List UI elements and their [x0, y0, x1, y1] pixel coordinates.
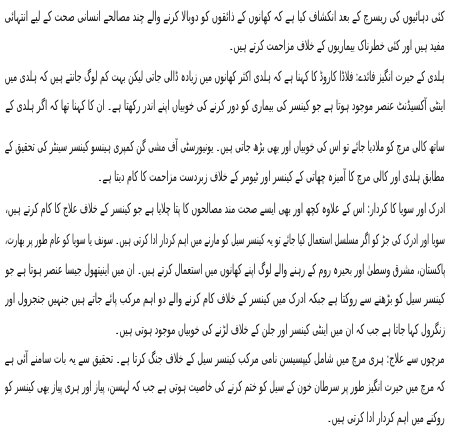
text-line	[5, 196, 445, 222]
line-text: مرچوں سے علاج: ہری مرچ میں شامل کیپسیسن نامی مرکب کینسر سیل کے خلاف جنگ کرتا ہے۔ تحقیق سے یہ بات سامنے آئی ہے	[5, 351, 445, 367]
line-text: زنگرول کہا جاتا ہے جب کہ ان میں اینٹی کینسر اور جلن کے خلاف لڑنے کی خوبیاں موجود ہوتی ہیں۔	[114, 322, 445, 338]
text-line	[5, 346, 445, 372]
text-line	[5, 374, 445, 400]
line-text: سویا اور ادرک کی جڑ کو اگر مسلسل استعمال کیا جائے تو یہ کینسر سیل کو مارنے میں اہم کردار ادا کرتی ہیں۔ سونف یا سویا کو عام طور پر بھارت،	[5, 232, 445, 248]
line-text: کہ مرچ میں حیرت انگیز طور پر سرطان خون کے سیل کو ختم کرنے کی خاصیت ہوتی ہے جب کہ لہسن، پیاز اور ہری پیاز بھی کینسر کو	[5, 379, 445, 395]
line-text: کئی دہائیوں کی ریسرچ کے بعد انکشاف کیا ہے کہ کھانوں کے ذائقوں کو دوبالا کرنے والے چند مصالحے انسانی صحت کے لیے انتہائی	[5, 9, 445, 25]
line-text: ساتھ کالی مرچ کو ملادیا جائے تو اس کی خوبیاں اور بھی بڑھ جاتی ہیں۔ یونیورسٹی آف مشی گن کمپری ہینسو کینسر سینٹر کی تحقیق کے	[5, 139, 445, 155]
line-text: ادرک اور سویا کا کردار: اس کے علاوہ کچھ اور بھی ایسے صحت مند مصالحوں کا پتا چلایا ہے جو کینسر کے خلاف علاج کا کام کرتے ہیں،	[5, 201, 445, 217]
text-line	[5, 64, 445, 90]
text-line	[5, 286, 445, 312]
line-text: روکنے میں اہم کردار ادا کرتی ہیں۔	[327, 410, 445, 426]
line-text: پاکستان، مشرق وسطیٰ اور بحیرہ روم کے رہنے والے لوگ اپنے کھانوں میں استعمال کرتے ہیں۔ ان میں اینیتھول جیسا عنصر ہوتا ہے جو	[5, 262, 445, 278]
line-text: ہلدی کے حیرت انگیز فائدے: فلاڈا کاروڈ کا کہنا ہے کہ ہلدی اکثر کھانوں میں زیادہ ڈالی جاتی لیکن بہت کم لوگ جانتے ہیں کہ ہلدی میں	[5, 69, 445, 85]
text-line	[5, 227, 445, 253]
text-line	[5, 257, 445, 283]
text-line	[5, 33, 445, 59]
text-line	[5, 317, 445, 343]
text-line	[5, 93, 445, 119]
text-line	[5, 4, 445, 30]
line-text: اینٹی آکسیڈنٹ عنصر موجود ہوتا ہے جو کینسر کی بیماری کو دور کرنے کی خوبیاں اپنے اندر رکھتا ہے۔ ان کا کہنا تھا کہ اگر ہلدی کے	[5, 98, 445, 114]
text-line	[5, 164, 445, 190]
line-text: مطابق ہلدی اور کالی مرچ کا آمیزہ چھاتی کے کینسر اور ٹیومر کے خلاف زبردست مزاحمت کا کام دیتا ہے۔	[98, 169, 445, 185]
text-line	[5, 134, 445, 160]
text-line	[5, 405, 445, 431]
line-text: مفید ہیں اور کئی خطرناک بیماریوں کے خلاف مزاحمت کرتے ہیں۔	[229, 38, 445, 54]
line-text: کینسر سیل کو بڑھنے سے روکتا ہے جبکہ ادرک میں کینسر کے خلاف کام کرنے والے دو اہم مرکب پائے جاتے ہیں جنہیں جنجرول اور	[5, 291, 445, 307]
